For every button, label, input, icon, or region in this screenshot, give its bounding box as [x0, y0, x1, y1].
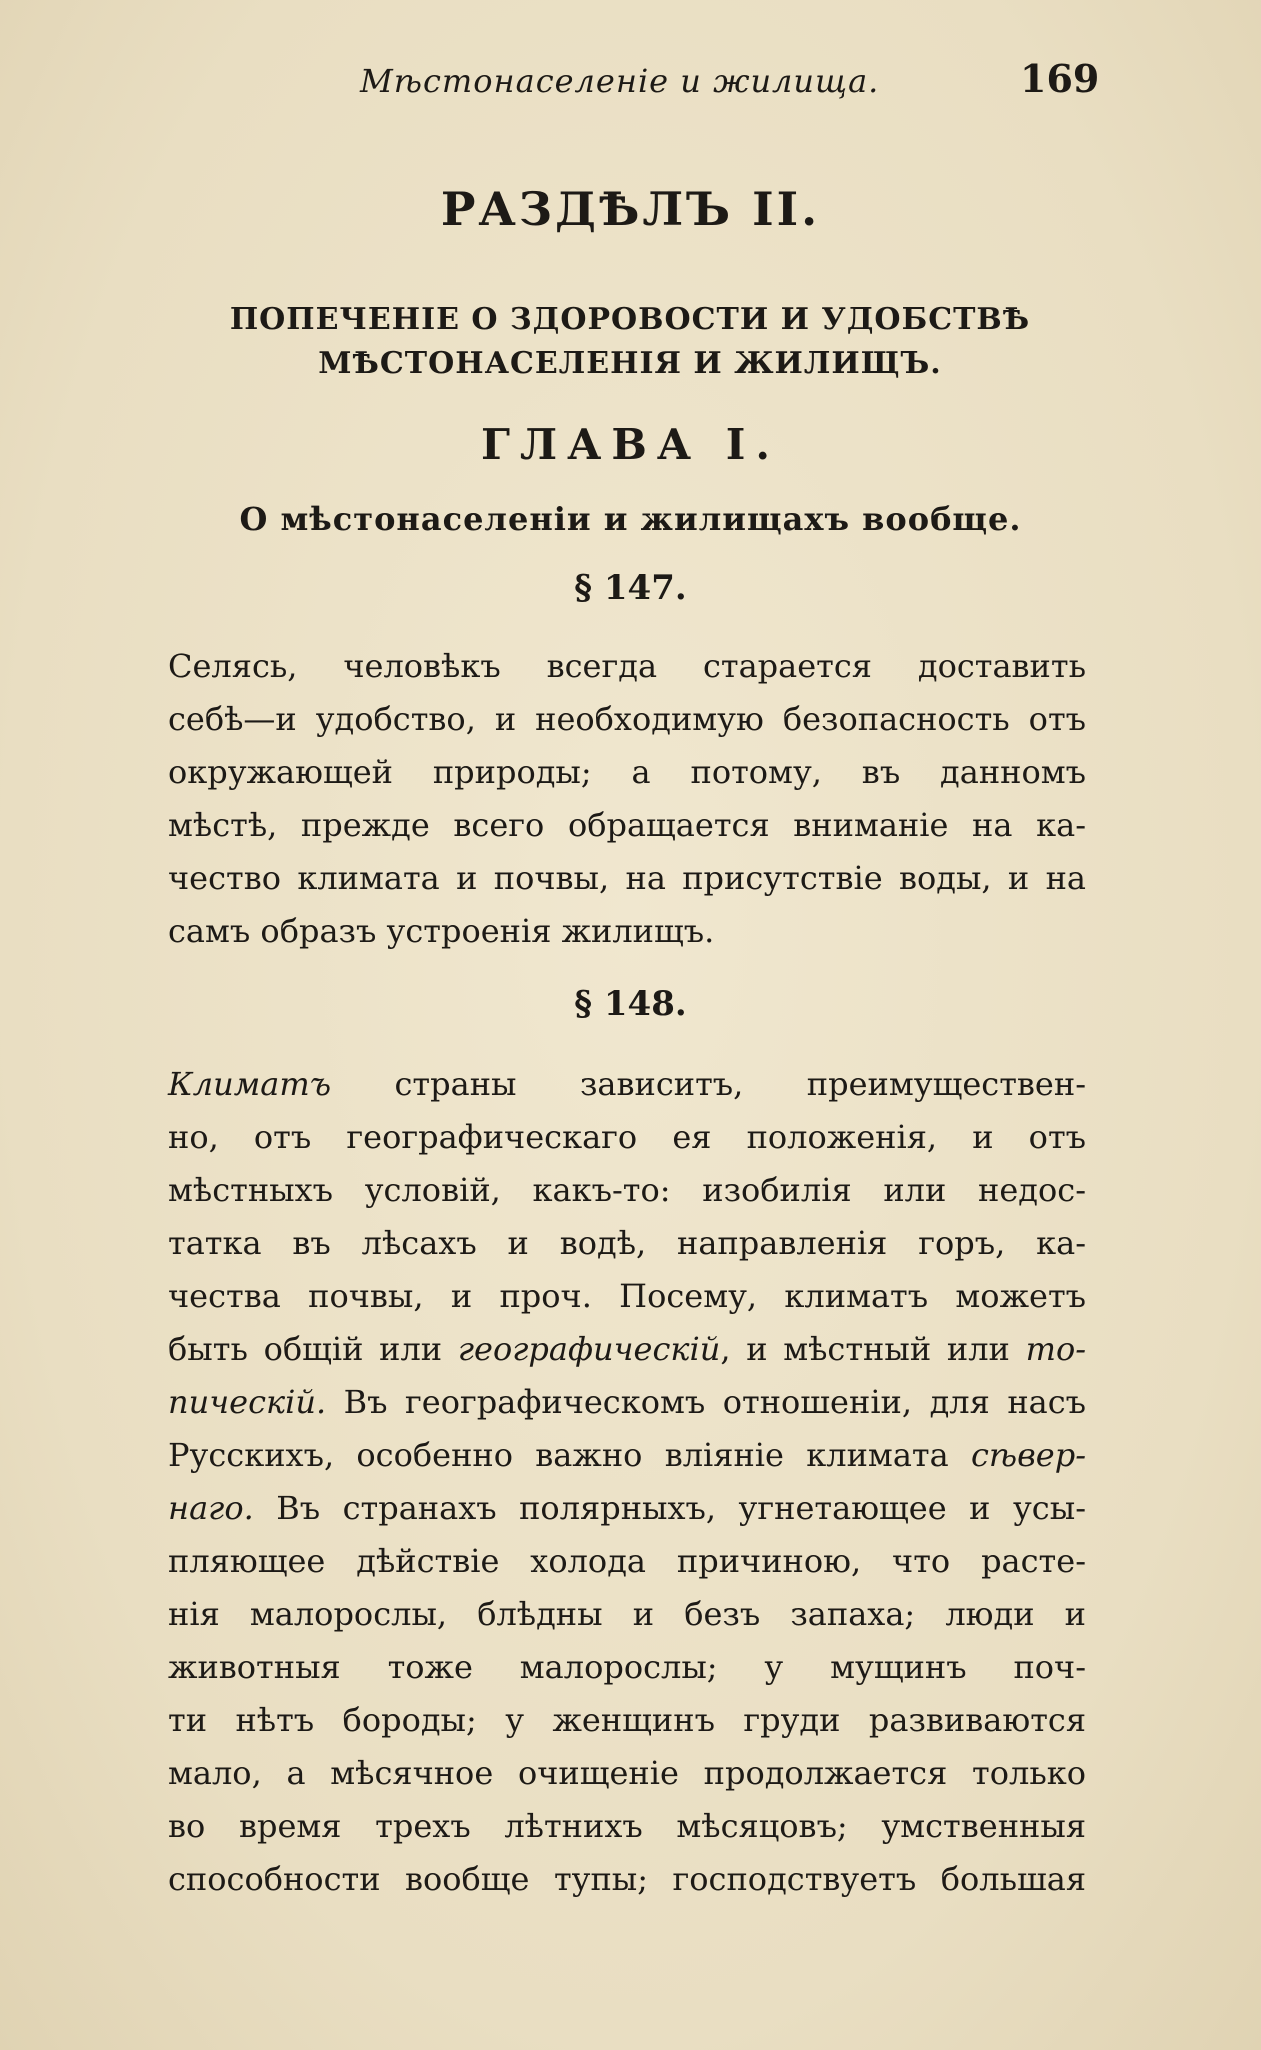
paragraph-147 — [168, 640, 1086, 958]
text-line: во время трехъ лѣтнихъ мѣсяцовъ; умственныя — [168, 1807, 1086, 1845]
text-line — [168, 1482, 1086, 1535]
text-run: быть общій или — [168, 1330, 458, 1368]
text-run: Русскихъ, особенно важно вліяніе климата — [168, 1436, 971, 1474]
page-number: 169 — [1020, 56, 1100, 101]
text-line — [168, 1058, 1086, 1111]
text-line: нія малорослы, блѣдны и безъ запаха; люди и — [168, 1595, 1086, 1633]
part-subtitle: ПОПЕЧЕНІЕ О ЗДОРОВОСТИ И УДОБСТВѢ МѢСТОНАСЕЛЕНІЯ И ЖИЛИЩЪ. — [229, 302, 1031, 381]
text-line — [168, 1376, 1086, 1429]
italic-term: наго. — [168, 1489, 254, 1527]
text-line: чества почвы, и проч. Посему, климатъ можетъ — [168, 1277, 1086, 1315]
text-line: способности вообще тупы; господствуетъ большая — [168, 1860, 1086, 1898]
part-title: РАЗДѢЛЪ II. — [440, 182, 821, 236]
italic-term: географическій — [457, 1330, 721, 1368]
text-line: Селясь, человѣкъ всегда старается доставить — [168, 647, 1086, 685]
text-line: пляющее дѣйствіе холода причиною, что расте- — [168, 1542, 1086, 1580]
italic-term: то- — [1025, 1330, 1087, 1368]
italic-term: пическій. — [168, 1383, 327, 1421]
italic-term: Климатъ — [168, 1065, 332, 1103]
section-number-147: § 147. — [574, 568, 687, 608]
running-title: Мѣстонаселеніе и жилища. — [360, 62, 880, 100]
text-line: мало, а мѣсячное очищеніе продолжается только — [168, 1754, 1086, 1792]
section-number-148: § 148. — [574, 984, 687, 1024]
text-run: Въ географическомъ отношеніи, для насъ — [326, 1383, 1086, 1421]
text-line: чество климата и почвы, на присутствіе воды, и на — [168, 859, 1086, 897]
text-line: себѣ—и удобство, и необходимую безопасность отъ — [168, 700, 1086, 738]
text-line: но, отъ географическаго ея положенія, и отъ — [168, 1118, 1086, 1156]
paragraph-148 — [168, 1058, 1086, 1906]
text-line — [168, 1429, 1086, 1482]
text-line: ти нѣтъ бороды; у женщинъ груди развиваются — [168, 1701, 1086, 1739]
chapter-title: ГЛАВА I. — [481, 420, 780, 469]
chapter-subtitle: О мѣстонаселеніи и жилищахъ вообще. — [239, 500, 1022, 538]
text-line: мѣстѣ, прежде всего обращается вниманіе на ка- — [168, 806, 1086, 844]
page-header — [0, 56, 1261, 112]
text-line: окружающей природы; а потому, въ данномъ — [168, 753, 1086, 791]
text-run: страны зависитъ, преимуществен- — [331, 1065, 1086, 1103]
text-run: , и мѣстный или — [720, 1330, 1026, 1368]
text-line — [168, 1323, 1086, 1376]
text-line: мѣстныхъ условій, какъ-то: изобилія или недос- — [168, 1171, 1086, 1209]
text-line: татка въ лѣсахъ и водѣ, направленія горъ, ка- — [168, 1224, 1086, 1262]
text-line: самъ образъ устроенія жилищъ. — [168, 912, 715, 950]
text-run: Въ странахъ полярныхъ, угнетающее и усы- — [253, 1489, 1086, 1527]
text-line: животныя тоже малорослы; у мущинъ поч- — [168, 1648, 1086, 1686]
italic-term: сѣвер- — [970, 1436, 1086, 1474]
